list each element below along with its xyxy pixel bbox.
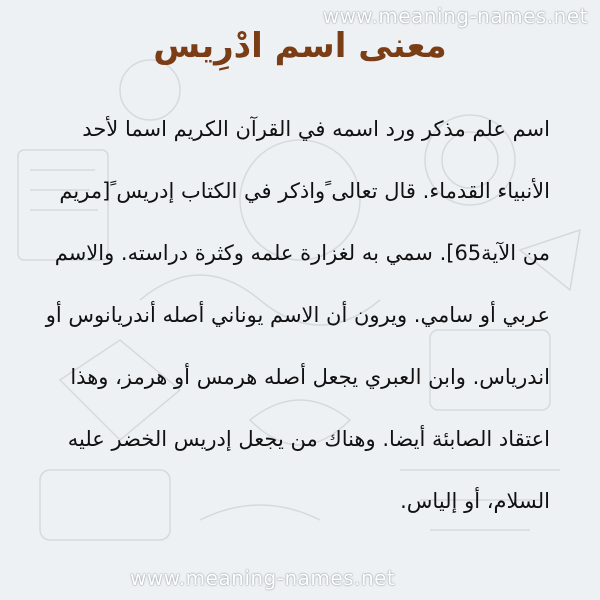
watermark-bottom: www.meaning-names.net — [130, 566, 396, 590]
page-title: معنى اسم ادْرِيس — [153, 26, 447, 66]
watermark-top: www.meaning-names.net — [322, 4, 588, 28]
name-meaning-text: اسم علم مذكر ورد اسمه في القرآن الكريم اسما لأحد الأنبياء القدماء. قال تعالى ًواذكر في الكتاب إدريس ً[مريم من الآية65]. سمي به لغزارة علمه وكثرة دراسته. والاسم عربي أو سامي. ويرون أن الاسم يوناني أصله أندريانوس أو اندرياس. وابن العبري يجعل أصله هرمس أو هرمز، وهذا اعتقاد الصابئة أيضا. وهناك من يجعل إدريس الخضر عليه السلام، أو إلياس. — [45, 117, 550, 513]
